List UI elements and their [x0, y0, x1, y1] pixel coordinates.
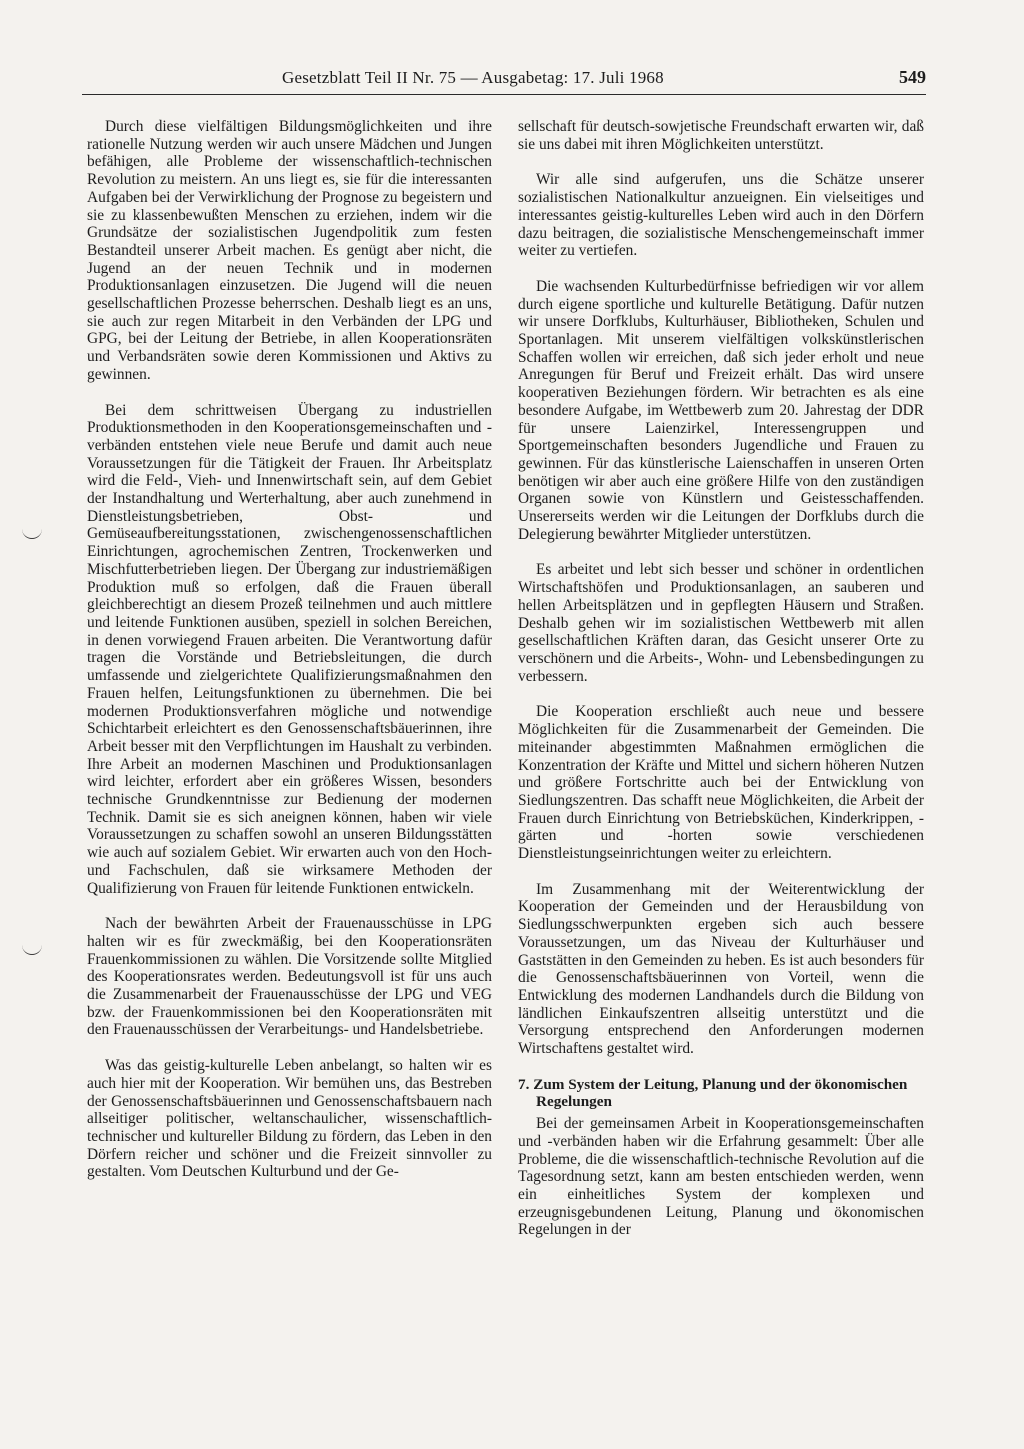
left-column: [87, 118, 492, 1181]
right-column: [518, 118, 924, 1239]
margin-mark: [22, 942, 42, 955]
paragraph: Bei dem schrittweisen Übergang zu industriellen Produktionsmethoden in den Kooperationsgemeinschaften und -verbänden entstehen viele neue Berufe und damit auch neue Voraussetzungen für die Tätigkeit der Frauen. Ihr Arbeitsplatz wird die Feld-, Vieh- und Innenwirtschaft sein, auf dem Gebiet der Instandhaltung und Werterhaltung, aber auch zunehmend in Dienstleistungsbetrieben, Obst- und Gemüseaufbereitungsstationen, zwischengenossenschaftlichen Einrichtungen, agrochemischen Zentren, Trockenwerken und Mischfutterbetrieben liegen. Der Übergang zur industriemäßigen Produktion muß so erfolgen, daß die Frauen überall gleichberechtigt an diesem Prozeß teilnehmen und auch mittlere und leitende Funktionen ausüben, speziell in solchen Bereichen, in denen vorwiegend Frauen arbeiten. Die Verantwortung dafür tragen die Vorstände und Betriebsleitungen, die durch umfassende und zielgerichtete Qualifizierungsmaßnahmen den Frauen helfen, Leitungsfunktionen zu übernehmen. Die bei modernen Produktionsverfahren mögliche und notwendige Schichtarbeit erleichtert es den Genossenschaftsbäuerinnen, ihre Arbeit besser mit den Verpflichtungen im Haushalt zu verbinden. Ihre Arbeit an modernen Maschinen und Produktionsanlagen wird leichter, erfordert aber ein größeres Wissen, besonders technische Grundkenntnisse zur Bedienung der modernen Technik. Damit sie es sich aneignen können, haben wir viele Voraussetzungen zu schaffen sowohl an unseren Bildungsstätten wie auch auf sozialem Gebiet. Wir erwarten auch von den Hoch- und Fachschulen, daß sie wirksamere Methoden der Qualifizierung von Frauen für leitende Funktionen entwickeln.: [87, 401, 492, 897]
paragraph: Im Zusammenhang mit der Weiterentwicklung der Kooperation der Gemeinden und der Herausbildung von Siedlungsschwerpunkten ergeben sich auch bessere Voraussetzungen, um das Niveau der Kulturhäuser und Gaststätten in den Gemeinden zu heben. Es ist auch besonders für die Genossenschaftsbäuerinnen von Vorteil, wenn die Entwicklung des modernen Landhandels durch die Bildung von ländlichen Einkaufszentren allseitig unterstützt und die Versorgung entsprechend den Anforderungen modernen Wirtschaftens gestaltet wird.: [518, 880, 924, 1058]
page-header: [82, 64, 926, 95]
paragraph: Es arbeitet und lebt sich besser und schöner in ordentlichen Wirtschaftshöfen und Produktionsanlagen, an sauberen und hellen Arbeitsplätzen und in gepflegten Häusern und Straßen. Deshalb gehen wir im sozialistischen Wettbewerb mit allen gesellschaftlichen Kräften daran, das Gesicht unserer Orte zu verschönern und die Arbeits-, Wohn- und Lebensbedingungen zu verbessern.: [518, 561, 924, 685]
section-heading: 7. Zum System der Leitung, Planung und der ökonomischen Regelungen: [518, 1075, 908, 1111]
page-number: 549: [899, 67, 926, 87]
paragraph: Wir alle sind aufgerufen, uns die Schätze unserer sozialistischen Nationalkultur anzueignen. Ein vielseitiges und interessantes geistig-kulturelles Leben wird auch in den Dörfern dazu beitragen, die sozialistische Menschengemeinschaft immer weiter zu vertiefen.: [518, 171, 924, 260]
paragraph: Was das geistig-kulturelle Leben anbelangt, so halten wir es auch hier mit der Kooperation. Wir bemühen uns, das Bestreben der Genossenschaftsbäuerinnen und Genossenschaftsbauern nach allseitiger politischer, weltanschaulicher, wissenschaftlich-technischer und kultureller Bildung zu fördern, das Leben in den Dörfern reicher und schöner und die Freizeit sinnvoller zu gestalten. Vom Deutschen Kulturbund und der Ge-: [87, 1057, 492, 1181]
paragraph: Bei der gemeinsamen Arbeit in Kooperationsgemeinschaften und -verbänden haben wir die Erfahrung gesammelt: Über alle Probleme, die die wissenschaftlich-technische Revolution auf die Tagesordnung setzt, kann am besten entschieden werden, wenn ein einheitliches System der komplexen und erzeugnisgebundenen Leitung, Planung und ökonomischen Regelungen in der: [518, 1115, 924, 1239]
paragraph: Durch diese vielfältigen Bildungsmöglichkeiten und ihre rationelle Nutzung werden wir auch unsere Mädchen und Jungen befähigen, alle Probleme der wissenschaftlich-technischen Revolution zu meistern. An uns liegt es, sie für die interessanten Aufgaben bei der Verwirklichung der Prognose zu begeistern und sie zu klassenbewußten Menschen zu erziehen, indem wir die Grundsätze der sozialistischen Jugendpolitik zum festen Bestandteil unserer Arbeit machen. Es genügt aber nicht, die Jugend an der neuen Technik und in modernen Produktionsanlagen einzusetzen. Die Jugend will die neuen gesellschaftlichen Prozesse beherrschen. Deshalb liegt es an uns, sie auch zur regen Mitarbeit in den Verbänden der LPG und GPG, bei der Leitung der Betriebe, in allen Kooperationsräten und Verbandsräten sowie deren Kommissionen und Aktivs zu gewinnen.: [87, 118, 492, 383]
margin-mark: [22, 526, 42, 539]
paragraph: Die Kooperation erschließt auch neue und bessere Möglichkeiten für die Zusammenarbeit der Gemeinden. Die miteinander abgestimmten Maßnahmen ermöglichen die Konzentration der Kräfte und Mittel und sichern höheren Nutzen und größere Fortschritte auch bei der Entwicklung von Siedlungszentren. Das schafft neue Möglichkeiten, die Arbeit der Frauen durch Einrichtung von Betriebsküchen, Kinderkrippen, -gärten und -horten sowie verschiedenen Dienstleistungseinrichtungen weiter zu erleichtern.: [518, 703, 924, 863]
paragraph: Die wachsenden Kulturbedürfnisse befriedigen wir vor allem durch eigene sportliche und kulturelle Betätigung. Dafür nutzen wir unsere Dorfklubs, Kulturhäuser, Bibliotheken, Schulen und Sportanlagen. Mit unserem vielfältigen volkskünstlerischen Schaffen wollen wir erreichen, daß sich jeder erholt und neue Anregungen für Beruf und Freizeit erhält. Das wird unsere kooperativen Beziehungen fördern. Wir betrachten es als eine besondere Aufgabe, im Wettbewerb zum 20. Jahrestag der DDR für unsere Laienzirkel, Interessengruppen und Sportgemeinschaften besonders Jugendliche und Frauen zu gewinnen. Für das künstlerische Laienschaffen in unseren Orten benötigen wir aber auch eine größere Hilfe von den zuständigen Organen sowie von Künstlern und Geistesschaffenden. Unsererseits werden wir die Leitungen der Dorfklubs durch die Delegierung bewährter Mitglieder unterstützen.: [518, 277, 924, 543]
header-title: Gesetzblatt Teil II Nr. 75 — Ausgabetag: 17. Juli 1968: [282, 68, 664, 87]
paragraph: Nach der bewährten Arbeit der Frauenausschüsse in LPG halten wir es für zweckmäßig, bei den Kooperationsräten Frauenkommissionen zu wählen. Die Vorsitzende sollte Mitglied des Kooperationsrates werden. Bedeutungsvoll ist für uns auch die Zusammenarbeit der Frauenausschüsse der LPG und VEG bzw. der Frauenkommissionen bei den Kooperationsräten mit den Frauenausschüssen der Verarbeitungs- und Handelsbetriebe.: [87, 915, 492, 1039]
paragraph: sellschaft für deutsch-sowjetische Freundschaft erwarten wir, daß sie uns dabei mit ihren Möglichkeiten unterstützt.: [518, 118, 924, 153]
